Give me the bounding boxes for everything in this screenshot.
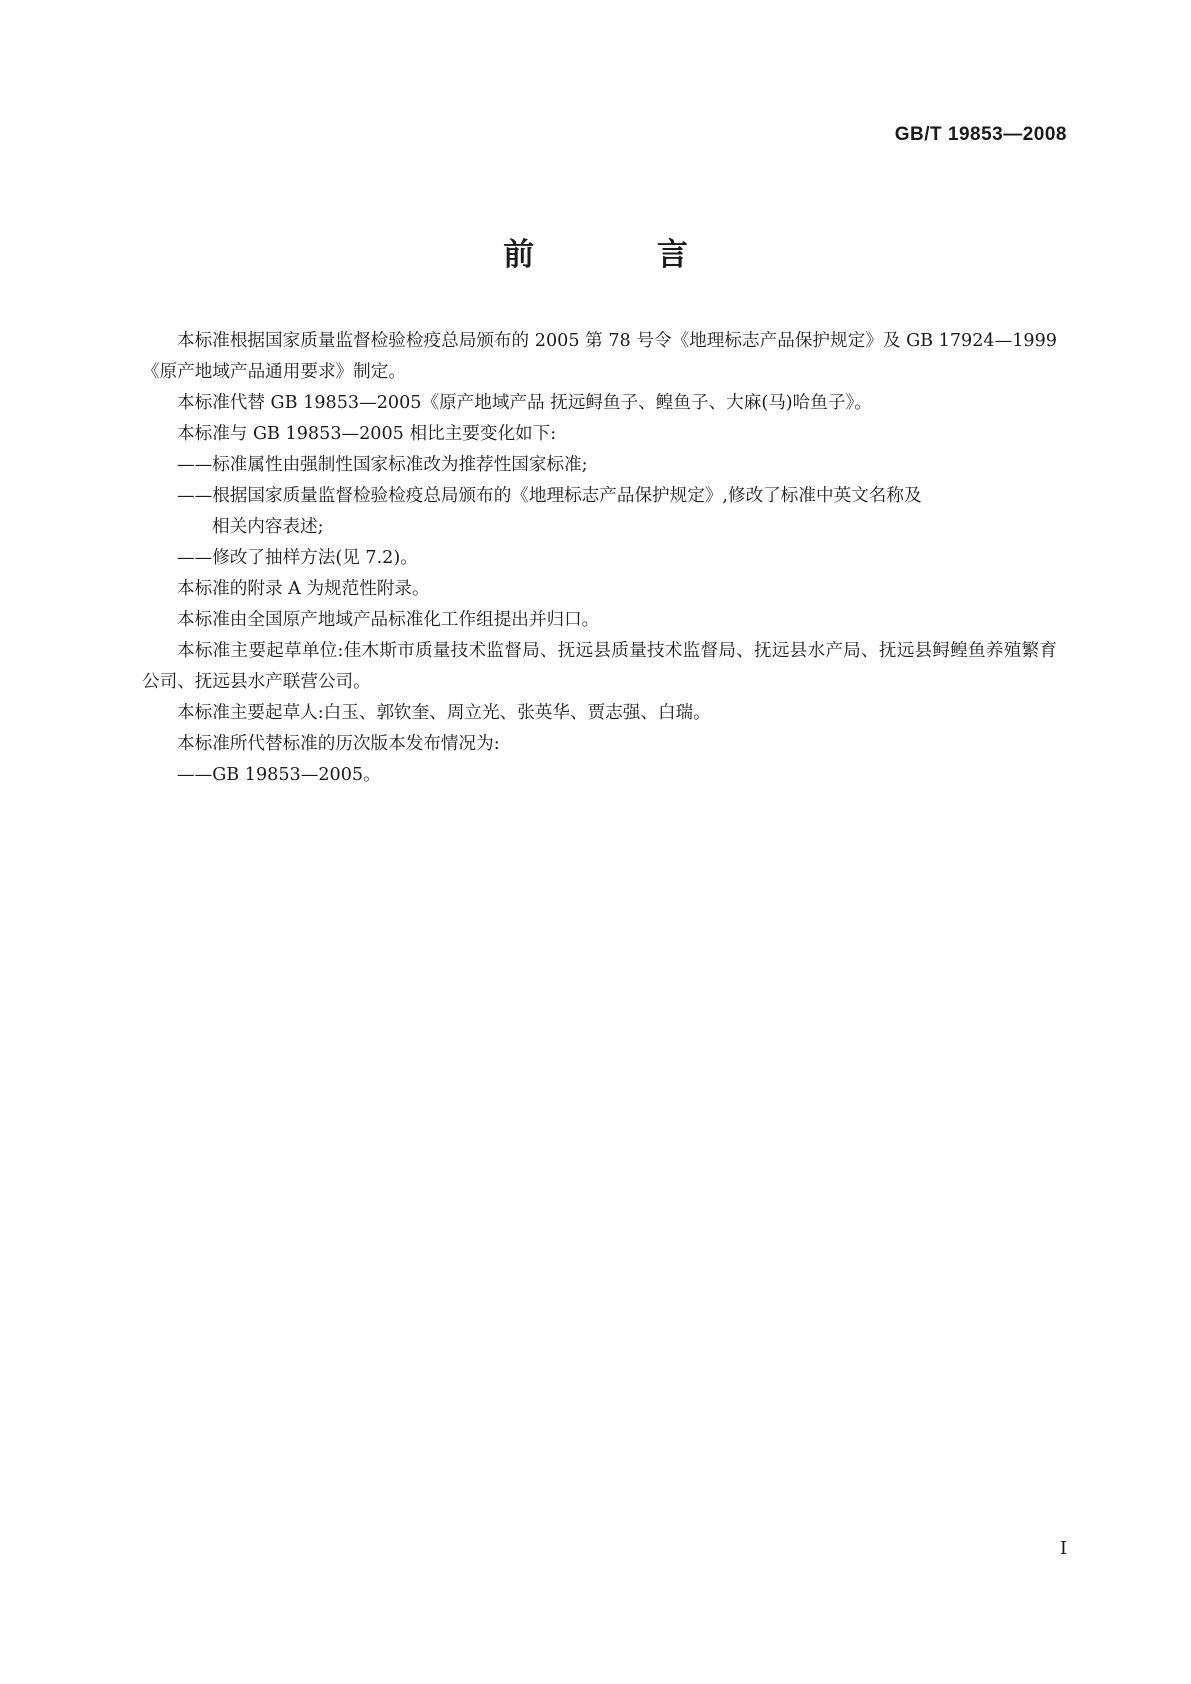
- history-item: ——GB 19853—2005。: [177, 765, 381, 785]
- change-item-attribute: ——标准属性由强制性国家标准改为推荐性国家标准;: [177, 455, 588, 475]
- standard-code: GB/T 19853—2008: [894, 124, 1067, 145]
- paragraph-basis: 本标准根据国家质量监督检验检疫总局颁布的 2005 第 78 号令《地理标志产品保护规定》及 GB 17924—1999《原产地域产品通用要求》制定。: [142, 331, 1057, 382]
- change-item-name-line2: 相关内容表述;: [212, 517, 324, 537]
- paragraph-annex: 本标准的附录 A 为规范性附录。: [177, 579, 430, 599]
- paragraph-drafting-units: 本标准主要起草单位:佳木斯市质量技术监督局、抚远县质量技术监督局、抚远县水产局、抚远县鲟鳇鱼养殖繁育公司、抚远县水产联营公司。: [142, 641, 1057, 692]
- foreword-body: [142, 326, 1057, 791]
- page-number: I: [1059, 1538, 1067, 1559]
- change-item-name: [142, 481, 1057, 543]
- paragraph-changes-intro: 本标准与 GB 19853—2005 相比主要变化如下:: [177, 424, 557, 444]
- paragraph-replaces: 本标准代替 GB 19853—2005《原产地域产品 抚远鲟鱼子、鳇鱼子、大麻(马)哈鱼子》。: [177, 393, 872, 413]
- change-item-name-line1: ——根据国家质量监督检验检疫总局颁布的《地理标志产品保护规定》,修改了标准中英文名称及: [177, 486, 922, 506]
- paragraph-proposer: 本标准由全国原产地域产品标准化工作组提出并归口。: [177, 610, 600, 630]
- paragraph-history-intro: 本标准所代替标准的历次版本发布情况为:: [177, 734, 500, 754]
- page-title: 前 言: [503, 237, 744, 273]
- paragraph-drafters: 本标准主要起草人:白玉、郭钦奎、周立光、张英华、贾志强、白瑞。: [177, 703, 711, 723]
- change-item-sampling: ——修改了抽样方法(见 7.2)。: [177, 548, 418, 568]
